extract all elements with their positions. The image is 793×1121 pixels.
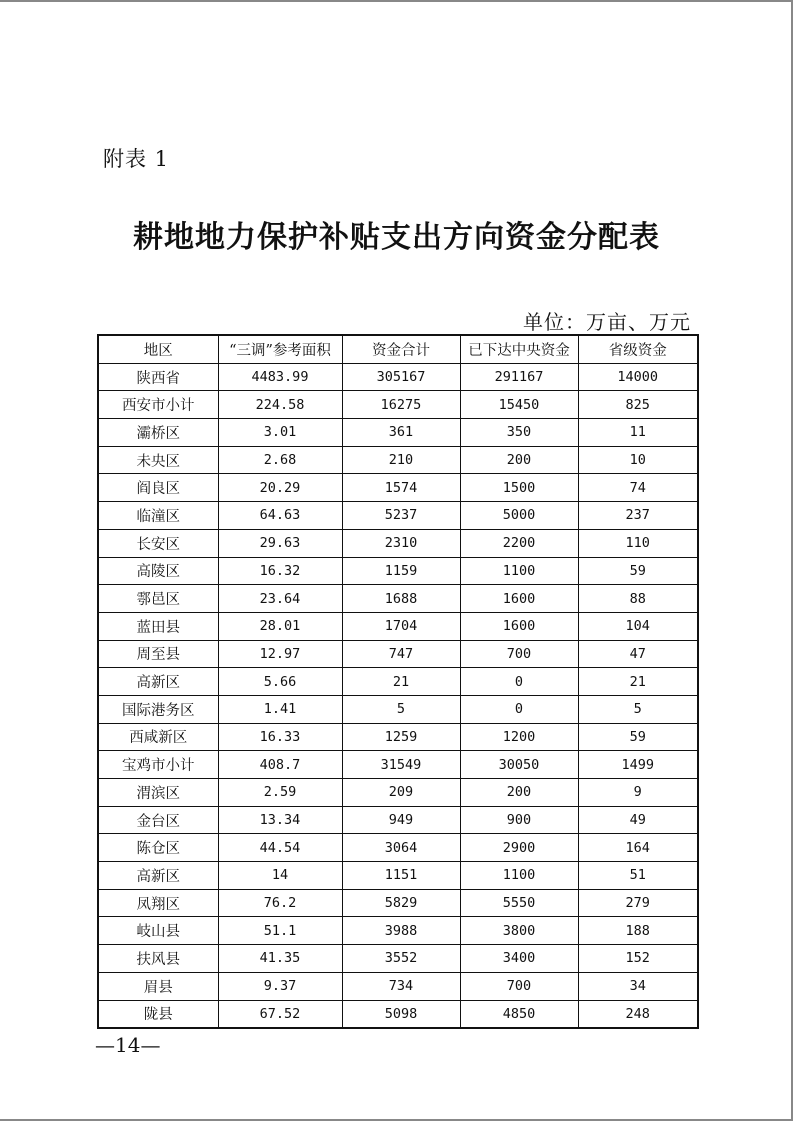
cell-total-funds: 747: [342, 640, 460, 668]
cell-total-funds: 210: [342, 446, 460, 474]
cell-central-funds: 1500: [460, 474, 578, 502]
table-row: [98, 889, 698, 917]
cell-provincial-funds: 104: [578, 612, 698, 640]
table-row: [98, 419, 698, 447]
cell-central-funds: 30050: [460, 751, 578, 779]
cell-region: 扶风县: [98, 945, 218, 973]
cell-region: 凤翔区: [98, 889, 218, 917]
cell-provincial-funds: 279: [578, 889, 698, 917]
cell-total-funds: 5237: [342, 502, 460, 530]
cell-central-funds: 700: [460, 972, 578, 1000]
cell-total-funds: 3988: [342, 917, 460, 945]
table-row: [98, 972, 698, 1000]
cell-reference-area: 408.7: [218, 751, 342, 779]
cell-total-funds: 3552: [342, 945, 460, 973]
cell-reference-area: 2.59: [218, 779, 342, 807]
table-row: [98, 446, 698, 474]
table-row: [98, 779, 698, 807]
cell-reference-area: 20.29: [218, 474, 342, 502]
cell-provincial-funds: 11: [578, 419, 698, 447]
cell-reference-area: 9.37: [218, 972, 342, 1000]
page-number: —14—: [95, 1033, 161, 1057]
cell-reference-area: 12.97: [218, 640, 342, 668]
cell-reference-area: 44.54: [218, 834, 342, 862]
table-row: [98, 723, 698, 751]
table-row: [98, 945, 698, 973]
cell-total-funds: 949: [342, 806, 460, 834]
column-header-central-funds: 已下达中央资金: [460, 335, 578, 363]
table-row: [98, 557, 698, 585]
cell-reference-area: 224.58: [218, 391, 342, 419]
appendix-label: 附表 1: [103, 147, 170, 171]
cell-region: 鄠邑区: [98, 585, 218, 613]
cell-total-funds: 305167: [342, 363, 460, 391]
cell-region: 渭滨区: [98, 779, 218, 807]
cell-total-funds: 3064: [342, 834, 460, 862]
unit-label: 单位：万亩、万元: [523, 310, 691, 334]
column-header-region: 地区: [98, 335, 218, 363]
cell-provincial-funds: 34: [578, 972, 698, 1000]
cell-central-funds: 1200: [460, 723, 578, 751]
table-row: [98, 502, 698, 530]
table-row: [98, 474, 698, 502]
cell-region: 眉县: [98, 972, 218, 1000]
cell-central-funds: 700: [460, 640, 578, 668]
cell-total-funds: 31549: [342, 751, 460, 779]
cell-reference-area: 16.32: [218, 557, 342, 585]
cell-total-funds: 2310: [342, 529, 460, 557]
cell-provincial-funds: 188: [578, 917, 698, 945]
cell-central-funds: 3800: [460, 917, 578, 945]
document-title: 耕地地力保护补贴支出方向资金分配表: [133, 220, 660, 255]
cell-total-funds: 21: [342, 668, 460, 696]
cell-central-funds: 1600: [460, 612, 578, 640]
cell-central-funds: 350: [460, 419, 578, 447]
cell-region: 长安区: [98, 529, 218, 557]
cell-central-funds: 15450: [460, 391, 578, 419]
scan-edge-top: [0, 0, 793, 2]
cell-provincial-funds: 152: [578, 945, 698, 973]
cell-region: 周至县: [98, 640, 218, 668]
cell-provincial-funds: 9: [578, 779, 698, 807]
table-row: [98, 834, 698, 862]
cell-reference-area: 13.34: [218, 806, 342, 834]
cell-central-funds: 5000: [460, 502, 578, 530]
cell-provincial-funds: 49: [578, 806, 698, 834]
cell-total-funds: 1574: [342, 474, 460, 502]
cell-region: 高新区: [98, 862, 218, 890]
table-row: [98, 806, 698, 834]
cell-central-funds: 200: [460, 779, 578, 807]
table-row: [98, 1000, 698, 1028]
cell-provincial-funds: 47: [578, 640, 698, 668]
table-row: [98, 751, 698, 779]
cell-central-funds: 1100: [460, 862, 578, 890]
table-row: [98, 640, 698, 668]
cell-provincial-funds: 88: [578, 585, 698, 613]
table-body: [98, 363, 698, 1028]
cell-reference-area: 67.52: [218, 1000, 342, 1028]
cell-provincial-funds: 21: [578, 668, 698, 696]
cell-provincial-funds: 14000: [578, 363, 698, 391]
cell-reference-area: 29.63: [218, 529, 342, 557]
cell-provincial-funds: 59: [578, 723, 698, 751]
cell-region: 岐山县: [98, 917, 218, 945]
cell-total-funds: 1151: [342, 862, 460, 890]
table-row: [98, 917, 698, 945]
cell-total-funds: 1704: [342, 612, 460, 640]
cell-central-funds: 3400: [460, 945, 578, 973]
cell-central-funds: 291167: [460, 363, 578, 391]
allocation-table: [97, 334, 699, 1029]
cell-reference-area: 28.01: [218, 612, 342, 640]
cell-provincial-funds: 110: [578, 529, 698, 557]
cell-region: 临潼区: [98, 502, 218, 530]
cell-central-funds: 5550: [460, 889, 578, 917]
cell-provincial-funds: 10: [578, 446, 698, 474]
cell-reference-area: 4483.99: [218, 363, 342, 391]
cell-region: 西咸新区: [98, 723, 218, 751]
cell-central-funds: 0: [460, 668, 578, 696]
cell-total-funds: 361: [342, 419, 460, 447]
cell-region: 阎良区: [98, 474, 218, 502]
table-row: [98, 862, 698, 890]
cell-region: 灞桥区: [98, 419, 218, 447]
cell-provincial-funds: 59: [578, 557, 698, 585]
table-row: [98, 695, 698, 723]
cell-central-funds: 4850: [460, 1000, 578, 1028]
column-header-reference-area: “三调”参考面积: [218, 335, 342, 363]
cell-reference-area: 1.41: [218, 695, 342, 723]
cell-region: 高陵区: [98, 557, 218, 585]
cell-provincial-funds: 5: [578, 695, 698, 723]
cell-reference-area: 3.01: [218, 419, 342, 447]
cell-total-funds: 734: [342, 972, 460, 1000]
table-header: [98, 335, 698, 363]
cell-reference-area: 16.33: [218, 723, 342, 751]
cell-reference-area: 14: [218, 862, 342, 890]
column-header-provincial-funds: 省级资金: [578, 335, 698, 363]
cell-total-funds: 1259: [342, 723, 460, 751]
cell-reference-area: 41.35: [218, 945, 342, 973]
cell-central-funds: 1600: [460, 585, 578, 613]
table-row: [98, 363, 698, 391]
table-row: [98, 529, 698, 557]
cell-region: 西安市小计: [98, 391, 218, 419]
cell-reference-area: 76.2: [218, 889, 342, 917]
cell-central-funds: 1100: [460, 557, 578, 585]
cell-total-funds: 5098: [342, 1000, 460, 1028]
cell-central-funds: 0: [460, 695, 578, 723]
cell-central-funds: 200: [460, 446, 578, 474]
cell-region: 陇县: [98, 1000, 218, 1028]
cell-region: 国际港务区: [98, 695, 218, 723]
cell-total-funds: 1688: [342, 585, 460, 613]
cell-region: 陈仓区: [98, 834, 218, 862]
cell-region: 未央区: [98, 446, 218, 474]
cell-central-funds: 900: [460, 806, 578, 834]
cell-reference-area: 64.63: [218, 502, 342, 530]
table-row: [98, 668, 698, 696]
cell-provincial-funds: 51: [578, 862, 698, 890]
cell-provincial-funds: 74: [578, 474, 698, 502]
cell-total-funds: 209: [342, 779, 460, 807]
cell-central-funds: 2900: [460, 834, 578, 862]
cell-provincial-funds: 248: [578, 1000, 698, 1028]
cell-region: 宝鸡市小计: [98, 751, 218, 779]
cell-region: 陕西省: [98, 363, 218, 391]
table-row: [98, 585, 698, 613]
cell-total-funds: 5: [342, 695, 460, 723]
header-row: [98, 335, 698, 363]
cell-provincial-funds: 164: [578, 834, 698, 862]
cell-provincial-funds: 237: [578, 502, 698, 530]
cell-total-funds: 5829: [342, 889, 460, 917]
table-row: [98, 612, 698, 640]
cell-reference-area: 51.1: [218, 917, 342, 945]
cell-central-funds: 2200: [460, 529, 578, 557]
cell-region: 高新区: [98, 668, 218, 696]
cell-total-funds: 1159: [342, 557, 460, 585]
table-row: [98, 391, 698, 419]
column-header-total-funds: 资金合计: [342, 335, 460, 363]
cell-total-funds: 16275: [342, 391, 460, 419]
cell-region: 金台区: [98, 806, 218, 834]
cell-provincial-funds: 1499: [578, 751, 698, 779]
cell-region: 蓝田县: [98, 612, 218, 640]
cell-reference-area: 2.68: [218, 446, 342, 474]
cell-reference-area: 5.66: [218, 668, 342, 696]
cell-provincial-funds: 825: [578, 391, 698, 419]
cell-reference-area: 23.64: [218, 585, 342, 613]
